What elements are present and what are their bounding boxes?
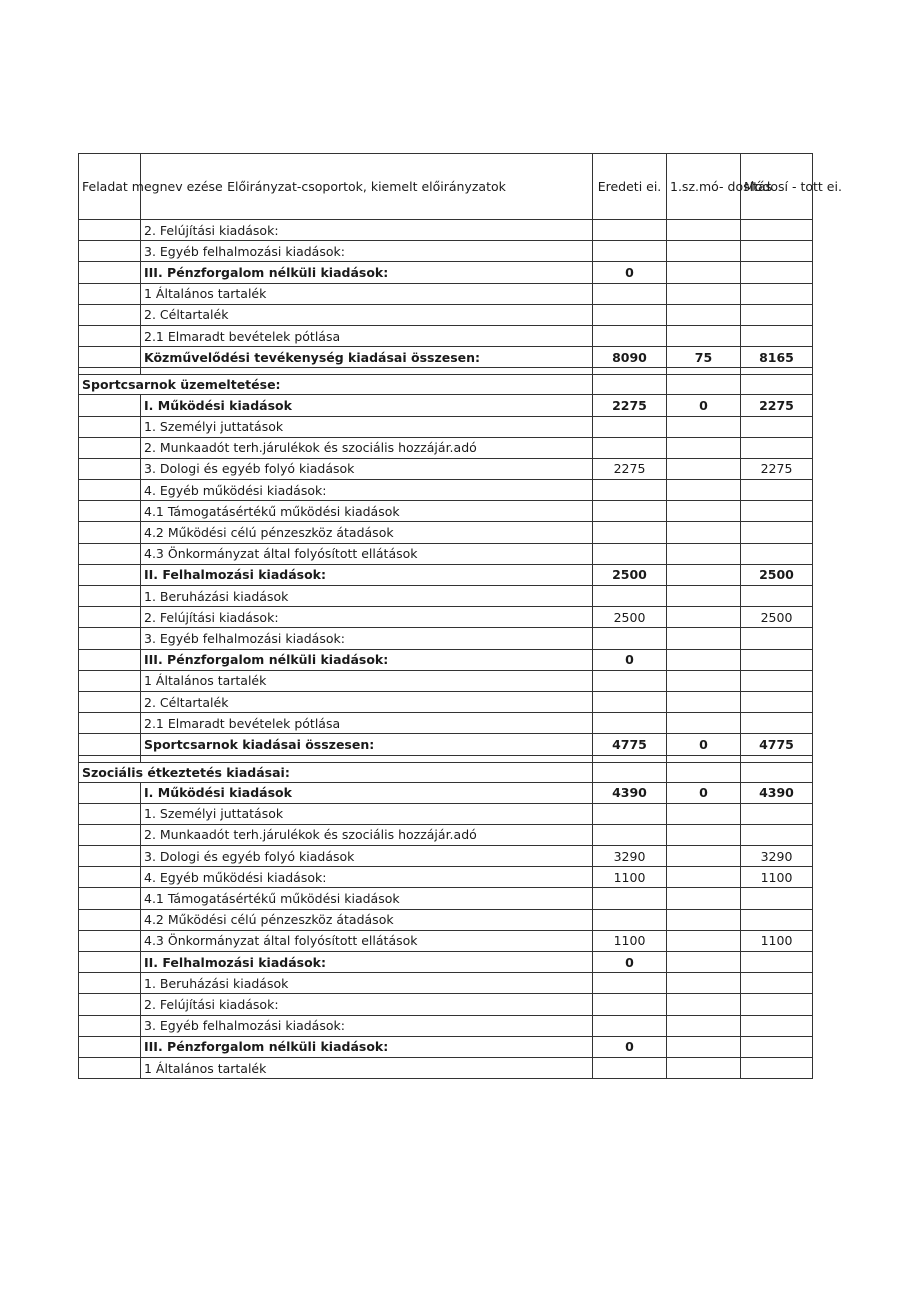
- empty-cell: [667, 375, 741, 395]
- empty-cell: [741, 375, 813, 395]
- modification-value-cell: [667, 846, 741, 867]
- original-value-cell: [593, 283, 667, 304]
- modification-value-cell: [667, 416, 741, 437]
- table-row: [79, 522, 813, 543]
- modified-value-cell: [741, 220, 813, 241]
- modified-value-cell: [741, 262, 813, 283]
- table-row: [79, 262, 813, 283]
- description-cell: 3. Egyéb felhalmozási kiadások:: [141, 628, 593, 649]
- modified-value-cell: 8165: [741, 347, 813, 368]
- task-cell: [79, 458, 141, 479]
- description-cell: 2.1 Elmaradt bevételek pótlása: [141, 713, 593, 734]
- description-cell: 4.3 Önkormányzat által folyósított ellátások: [141, 543, 593, 564]
- modification-value-cell: [667, 1057, 741, 1078]
- spacer-cell: [141, 368, 593, 375]
- header-original: Eredeti ei.: [593, 154, 667, 220]
- description-cell: 1 Általános tartalék: [141, 1057, 593, 1078]
- spacer-cell: [593, 755, 667, 762]
- original-value-cell: [593, 713, 667, 734]
- task-cell: [79, 347, 141, 368]
- modified-value-cell: [741, 952, 813, 973]
- modification-value-cell: 0: [667, 395, 741, 416]
- modification-value-cell: [667, 607, 741, 628]
- table-row: [79, 1015, 813, 1036]
- description-cell: 3. Egyéb felhalmozási kiadások:: [141, 1015, 593, 1036]
- modified-value-cell: 1100: [741, 867, 813, 888]
- modification-value-cell: [667, 888, 741, 909]
- modified-value-cell: [741, 994, 813, 1015]
- original-value-cell: [593, 543, 667, 564]
- original-value-cell: 1100: [593, 930, 667, 951]
- original-value-cell: 4775: [593, 734, 667, 755]
- modification-value-cell: [667, 480, 741, 501]
- modification-value-cell: [667, 437, 741, 458]
- modified-value-cell: [741, 416, 813, 437]
- modified-value-cell: [741, 1036, 813, 1057]
- description-cell: 1. Beruházási kiadások: [141, 973, 593, 994]
- description-cell: 2. Felújítási kiadások:: [141, 220, 593, 241]
- original-value-cell: [593, 1057, 667, 1078]
- original-value-cell: 4390: [593, 782, 667, 803]
- modified-value-cell: 4775: [741, 734, 813, 755]
- header-modified: Módosí - tott ei.: [741, 154, 813, 220]
- modified-value-cell: [741, 1015, 813, 1036]
- modified-value-cell: [741, 480, 813, 501]
- task-cell: [79, 564, 141, 585]
- table-row: [79, 713, 813, 734]
- modification-value-cell: [667, 586, 741, 607]
- table-row: [79, 241, 813, 262]
- description-cell: 2. Céltartalék: [141, 304, 593, 325]
- task-cell: [79, 930, 141, 951]
- original-value-cell: [593, 586, 667, 607]
- original-value-cell: 3290: [593, 846, 667, 867]
- description-cell: 2. Munkaadót terh.járulékok és szociális hozzájár.adó: [141, 437, 593, 458]
- spacer-cell: [593, 368, 667, 375]
- task-cell: [79, 586, 141, 607]
- modification-value-cell: [667, 325, 741, 346]
- table-row: [79, 458, 813, 479]
- task-cell: [79, 649, 141, 670]
- modified-value-cell: [741, 325, 813, 346]
- empty-cell: [593, 762, 667, 782]
- description-cell: 1 Általános tartalék: [141, 283, 593, 304]
- table-row: [79, 347, 813, 368]
- header-modification-1: 1.sz.mó- dosítás: [667, 154, 741, 220]
- task-cell: [79, 262, 141, 283]
- table-row: [79, 564, 813, 585]
- table-row: [79, 607, 813, 628]
- modified-value-cell: [741, 543, 813, 564]
- task-cell: [79, 304, 141, 325]
- modified-value-cell: [741, 241, 813, 262]
- modification-value-cell: [667, 1015, 741, 1036]
- task-cell: [79, 220, 141, 241]
- description-cell: II. Felhalmozási kiadások:: [141, 952, 593, 973]
- table-row: [79, 824, 813, 845]
- table-row: [79, 283, 813, 304]
- modified-value-cell: [741, 670, 813, 691]
- modified-value-cell: [741, 628, 813, 649]
- task-cell: [79, 522, 141, 543]
- task-cell: [79, 437, 141, 458]
- empty-cell: [667, 762, 741, 782]
- description-cell: 3. Dologi és egyéb folyó kiadások: [141, 846, 593, 867]
- original-value-cell: 2500: [593, 607, 667, 628]
- description-cell: 1. Személyi juttatások: [141, 416, 593, 437]
- modified-value-cell: [741, 713, 813, 734]
- modification-value-cell: [667, 909, 741, 930]
- original-value-cell: [593, 304, 667, 325]
- modification-value-cell: 0: [667, 782, 741, 803]
- task-cell: [79, 824, 141, 845]
- modification-value-cell: 0: [667, 734, 741, 755]
- description-cell: Közművelődési tevékenység kiadásai összesen:: [141, 347, 593, 368]
- modification-value-cell: [667, 283, 741, 304]
- description-cell: 4.3 Önkormányzat által folyósított ellátások: [141, 930, 593, 951]
- original-value-cell: [593, 437, 667, 458]
- modified-value-cell: [741, 909, 813, 930]
- modification-value-cell: [667, 543, 741, 564]
- task-cell: [79, 395, 141, 416]
- task-cell: [79, 283, 141, 304]
- table-row: [79, 501, 813, 522]
- description-cell: 4. Egyéb működési kiadások:: [141, 480, 593, 501]
- original-value-cell: 0: [593, 262, 667, 283]
- spacer-cell: [741, 368, 813, 375]
- empty-cell: [741, 762, 813, 782]
- modification-value-cell: [667, 803, 741, 824]
- modification-value-cell: [667, 670, 741, 691]
- modified-value-cell: 2500: [741, 564, 813, 585]
- table-row: [79, 1036, 813, 1057]
- table-row: [79, 628, 813, 649]
- section-row: [79, 375, 813, 395]
- original-value-cell: 2500: [593, 564, 667, 585]
- original-value-cell: [593, 241, 667, 262]
- description-cell: II. Felhalmozási kiadások:: [141, 564, 593, 585]
- description-cell: 3. Dologi és egyéb folyó kiadások: [141, 458, 593, 479]
- spacer-cell: [141, 755, 593, 762]
- description-cell: 4.2 Működési célú pénzeszköz átadások: [141, 909, 593, 930]
- table-row: [79, 395, 813, 416]
- modification-value-cell: [667, 628, 741, 649]
- table-row: [79, 480, 813, 501]
- modification-value-cell: [667, 1036, 741, 1057]
- table-row: [79, 691, 813, 712]
- original-value-cell: 0: [593, 649, 667, 670]
- description-cell: 2.1 Elmaradt bevételek pótlása: [141, 325, 593, 346]
- header-row: [79, 154, 813, 220]
- task-cell: [79, 628, 141, 649]
- original-value-cell: [593, 416, 667, 437]
- task-cell: [79, 670, 141, 691]
- spacer-cell: [79, 368, 141, 375]
- modified-value-cell: [741, 649, 813, 670]
- spacer-cell: [741, 755, 813, 762]
- original-value-cell: [593, 1015, 667, 1036]
- original-value-cell: 8090: [593, 347, 667, 368]
- original-value-cell: 2275: [593, 395, 667, 416]
- task-cell: [79, 543, 141, 564]
- table-row: [79, 325, 813, 346]
- modification-value-cell: [667, 952, 741, 973]
- section-row: [79, 762, 813, 782]
- table-row: [79, 994, 813, 1015]
- original-value-cell: [593, 691, 667, 712]
- original-value-cell: [593, 670, 667, 691]
- description-cell: 4.1 Támogatásértékű működési kiadások: [141, 888, 593, 909]
- description-cell: 4. Egyéb működési kiadások:: [141, 867, 593, 888]
- original-value-cell: 0: [593, 952, 667, 973]
- modified-value-cell: [741, 437, 813, 458]
- table-row: [79, 930, 813, 951]
- modification-value-cell: [667, 522, 741, 543]
- table-row: [79, 803, 813, 824]
- description-cell: III. Pénzforgalom nélküli kiadások:: [141, 649, 593, 670]
- modification-value-cell: [667, 304, 741, 325]
- table-row: [79, 952, 813, 973]
- original-value-cell: [593, 628, 667, 649]
- budget-table: [78, 153, 842, 1079]
- table-row: [79, 543, 813, 564]
- modified-value-cell: 2275: [741, 395, 813, 416]
- task-cell: [79, 607, 141, 628]
- task-cell: [79, 803, 141, 824]
- modification-value-cell: [667, 713, 741, 734]
- original-value-cell: [593, 824, 667, 845]
- modification-value-cell: 75: [667, 347, 741, 368]
- original-value-cell: [593, 220, 667, 241]
- modification-value-cell: [667, 824, 741, 845]
- table-row: [79, 782, 813, 803]
- original-value-cell: [593, 325, 667, 346]
- task-cell: [79, 734, 141, 755]
- task-cell: [79, 241, 141, 262]
- spacer-cell: [79, 755, 141, 762]
- description-cell: 2. Felújítási kiadások:: [141, 994, 593, 1015]
- original-value-cell: [593, 803, 667, 824]
- modified-value-cell: [741, 824, 813, 845]
- table-body: [79, 220, 813, 1079]
- modified-value-cell: [741, 501, 813, 522]
- modified-value-cell: [741, 691, 813, 712]
- section-title: Szociális étkeztetés kiadásai:: [79, 762, 593, 782]
- description-cell: III. Pénzforgalom nélküli kiadások:: [141, 262, 593, 283]
- task-cell: [79, 416, 141, 437]
- task-cell: [79, 713, 141, 734]
- modification-value-cell: [667, 458, 741, 479]
- modification-value-cell: [667, 564, 741, 585]
- description-cell: 4.1 Támogatásértékű működési kiadások: [141, 501, 593, 522]
- modified-value-cell: 2275: [741, 458, 813, 479]
- modified-value-cell: 3290: [741, 846, 813, 867]
- modified-value-cell: [741, 888, 813, 909]
- description-cell: Sportcsarnok kiadásai összesen:: [141, 734, 593, 755]
- task-cell: [79, 909, 141, 930]
- modified-value-cell: 2500: [741, 607, 813, 628]
- table-row: [79, 304, 813, 325]
- description-cell: 3. Egyéb felhalmozási kiadások:: [141, 241, 593, 262]
- table-row: [79, 888, 813, 909]
- description-cell: 2. Munkaadót terh.járulékok és szociális hozzájár.adó: [141, 824, 593, 845]
- task-cell: [79, 952, 141, 973]
- modification-value-cell: [667, 867, 741, 888]
- task-cell: [79, 1036, 141, 1057]
- original-value-cell: [593, 501, 667, 522]
- original-value-cell: [593, 994, 667, 1015]
- modified-value-cell: [741, 973, 813, 994]
- description-cell: 2. Felújítási kiadások:: [141, 607, 593, 628]
- original-value-cell: [593, 480, 667, 501]
- description-cell: III. Pénzforgalom nélküli kiadások:: [141, 1036, 593, 1057]
- description-cell: 1 Általános tartalék: [141, 670, 593, 691]
- task-cell: [79, 325, 141, 346]
- task-cell: [79, 480, 141, 501]
- table-row: [79, 846, 813, 867]
- description-cell: I. Működési kiadások: [141, 395, 593, 416]
- task-cell: [79, 867, 141, 888]
- original-value-cell: [593, 973, 667, 994]
- task-cell: [79, 846, 141, 867]
- description-cell: I. Működési kiadások: [141, 782, 593, 803]
- modification-value-cell: [667, 649, 741, 670]
- original-value-cell: 0: [593, 1036, 667, 1057]
- task-cell: [79, 973, 141, 994]
- spacer-cell: [667, 755, 741, 762]
- table-row: [79, 670, 813, 691]
- original-value-cell: [593, 909, 667, 930]
- modification-value-cell: [667, 973, 741, 994]
- table-row: [79, 973, 813, 994]
- table-row: [79, 909, 813, 930]
- spacer-row: [79, 755, 813, 762]
- table-row: [79, 437, 813, 458]
- table-row: [79, 734, 813, 755]
- modification-value-cell: [667, 501, 741, 522]
- original-value-cell: 1100: [593, 867, 667, 888]
- empty-cell: [593, 375, 667, 395]
- spacer-row: [79, 368, 813, 375]
- task-cell: [79, 691, 141, 712]
- modified-value-cell: [741, 586, 813, 607]
- section-title: Sportcsarnok üzemeltetése:: [79, 375, 593, 395]
- modification-value-cell: [667, 930, 741, 951]
- modified-value-cell: [741, 803, 813, 824]
- table-row: [79, 1057, 813, 1078]
- task-cell: [79, 1057, 141, 1078]
- task-cell: [79, 782, 141, 803]
- header-description: Előirányzat-csoportok, kiemelt előirányzatok: [141, 154, 593, 220]
- table-row: [79, 586, 813, 607]
- original-value-cell: [593, 888, 667, 909]
- task-cell: [79, 501, 141, 522]
- description-cell: 4.2 Működési célú pénzeszköz átadások: [141, 522, 593, 543]
- modified-value-cell: [741, 522, 813, 543]
- description-cell: 1. Személyi juttatások: [141, 803, 593, 824]
- description-cell: 1. Beruházási kiadások: [141, 586, 593, 607]
- modified-value-cell: [741, 283, 813, 304]
- table-row: [79, 220, 813, 241]
- modification-value-cell: [667, 262, 741, 283]
- header-task: Feladat megnev ezése: [79, 154, 141, 220]
- table-row: [79, 867, 813, 888]
- table-row: [79, 416, 813, 437]
- table-row: [79, 649, 813, 670]
- description-cell: 2. Céltartalék: [141, 691, 593, 712]
- modified-value-cell: 1100: [741, 930, 813, 951]
- original-value-cell: 2275: [593, 458, 667, 479]
- modified-value-cell: [741, 304, 813, 325]
- modification-value-cell: [667, 241, 741, 262]
- modification-value-cell: [667, 691, 741, 712]
- modified-value-cell: [741, 1057, 813, 1078]
- spacer-cell: [667, 368, 741, 375]
- task-cell: [79, 888, 141, 909]
- original-value-cell: [593, 522, 667, 543]
- task-cell: [79, 1015, 141, 1036]
- task-cell: [79, 994, 141, 1015]
- modification-value-cell: [667, 994, 741, 1015]
- modified-value-cell: 4390: [741, 782, 813, 803]
- modification-value-cell: [667, 220, 741, 241]
